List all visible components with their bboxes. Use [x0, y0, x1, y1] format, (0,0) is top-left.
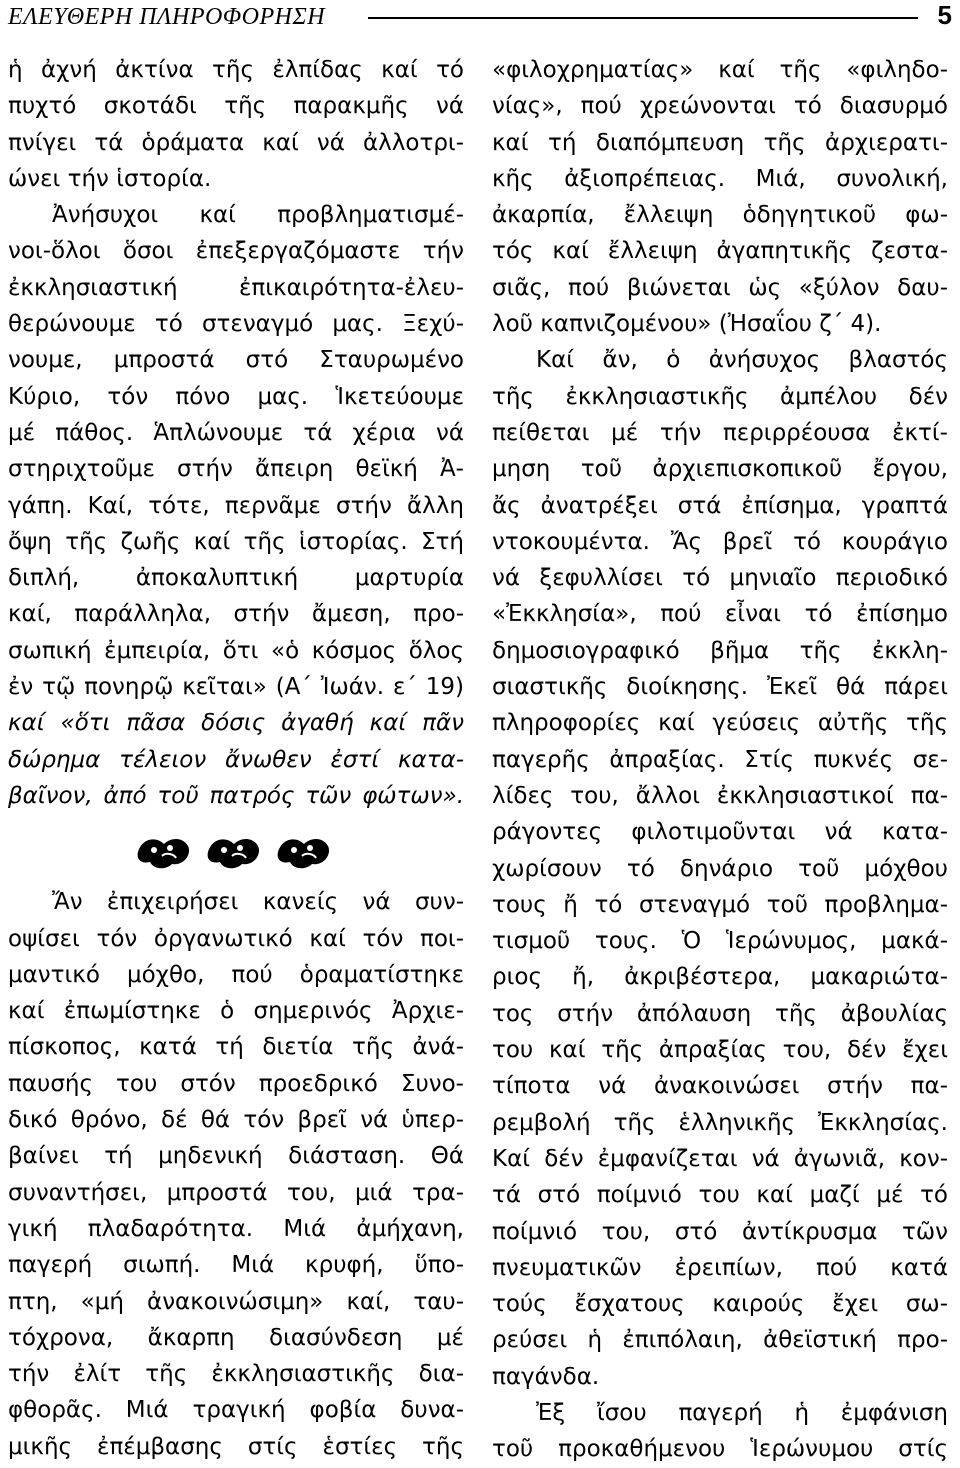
text-line: τος στήν ἀπόλαυση τῆς ἀβουλίας: [492, 1000, 948, 1027]
text-line: ὄψη τῆς ζωῆς καί τῆς ἱστορίας. Στή: [8, 528, 464, 555]
text-line: ἐν τῷ πονηρῷ κεῖται» (Α΄ Ἰωάν. ε΄ 19): [8, 674, 464, 701]
text-line: τούς ἔσχατους καιρούς ἔχει σω-: [492, 1291, 948, 1318]
text-line: τισμοῦ τους. Ὁ Ἱερώνυμος, μακά-: [492, 928, 948, 955]
text-line: θερώνουμε τό στεναγμό μας. Ξεχύ-: [8, 311, 464, 338]
text-line: καί τή διαπόμπευση τῆς ἀρχιερατι-: [492, 129, 948, 156]
text-line: καί, παράλληλα, στήν ἄμεση, προ-: [8, 601, 464, 628]
text-line: διπλή, ἀποκαλυπτική μαρτυρία: [8, 565, 464, 592]
text-line: φθορᾶς. Μιά τραγική φοβία δυνα-: [8, 1397, 464, 1424]
text-line: μέ πάθος. Ἁπλώνουμε τά χέρια νά: [8, 419, 464, 446]
text-line: σιαστικῆς διοίκησης. Ἐκεῖ θά πάρει: [492, 674, 948, 701]
text-line: γική πλαδαρότητα. Μιά ἀμήχανη,: [8, 1215, 464, 1242]
text-line: παγάνδα.: [492, 1363, 600, 1390]
text-line: Καί ἄν, ὁ ἀνήσυχος βλαστός: [536, 347, 948, 374]
text-line: μικῆς ἐπέμβασης στίς ἑστίες τῆς: [8, 1433, 464, 1460]
text-line: Ἀνήσυχοι καί προβληματισμέ-: [52, 202, 464, 229]
text-line: ποίμνιό του, στό ἀντίκρυσμα τῶν: [492, 1218, 948, 1245]
fleuron-icon: [131, 830, 341, 870]
text-line: ρεύσει ἡ ἐπιπόλαιη, ἀθεϊστική προ-: [492, 1327, 948, 1354]
text-line: Καί δέν ἐμφανίζεται νά ἀγωνιᾶ, κον-: [492, 1145, 948, 1172]
text-line: τόχρονα, ἄκαρπη διασύνδεση μέ: [8, 1324, 464, 1351]
text-line: ντοκουμέντα. Ἄς βρεῖ τό κουράγιο: [492, 528, 948, 555]
text-line: Κύριο, τόν πόνο μας. Ἱκετεύουμε: [8, 383, 464, 410]
text-line: τῆς ἐκκλησιαστικῆς ἀμπέλου δέν: [492, 383, 948, 410]
text-line: καί ἐπωμίστηκε ὁ σημερινός Ἀρχιε-: [8, 998, 464, 1025]
text-line: τοῦ προκαθήμενου Ἱερώνυμου στίς: [492, 1436, 948, 1463]
page-header: [0, 0, 960, 40]
text-line: τήν ἐλίτ τῆς ἐκκλησιαστικῆς δια-: [8, 1361, 464, 1388]
text-line: σωπική ἐμπειρία, ὅτι «ὁ κόσμος ὅλος: [8, 637, 464, 664]
right-column: [492, 52, 948, 1468]
text-line: πυχτό σκοτάδι τῆς παρακμῆς νά: [8, 93, 464, 120]
text-line: Ἄν ἐπιχειρήσει κανείς νά συν-: [52, 889, 464, 916]
text-line: ρεμβολή τῆς ἑλληνικῆς Ἐκκλησίας.: [492, 1109, 948, 1136]
text-line: πείθεται μέ τήν περιρρέουσα ἐκτί-: [492, 419, 948, 446]
text-line: νά ξεφυλλίσει τό μηνιαῖο περιοδικό: [492, 565, 948, 592]
text-line: του καί τῆς ἀπραξίας του, δέν ἔχει: [492, 1037, 948, 1064]
newspaper-title: ΕΛΕΥΘΕΡΗ ΠΛΗΡΟΦΟΡΗΣΗ: [8, 4, 326, 30]
text-line: τός καί ἔλλειψη ἀγαπητικῆς ζεστα-: [492, 238, 948, 265]
text-line: πληροφορίες καί γεύσεις αὐτῆς τῆς: [492, 710, 948, 737]
text-line: ἀκαρπία, ἔλλειψη ὁδηγητικοῦ φω-: [492, 202, 948, 229]
text-line: οψίσει τόν ὀργανωτικό καί τόν ποι-: [8, 925, 464, 952]
text-line: λίδες του, ἄλλοι ἐκκλησιαστικοί πα-: [492, 782, 948, 809]
text-line: παγερή σιωπή. Μιά κρυφή, ὕπο-: [8, 1252, 464, 1279]
section-ornament: [8, 814, 464, 884]
text-line: δώρημα τέλειον ἄνωθεν ἐστί κατα-: [8, 746, 464, 773]
text-line: μηση τοῦ ἀρχιεπισκοπικοῦ ἔργου,: [492, 456, 948, 483]
text-line: κῆς ἀξιοπρέπειας. Μιά, συνολική,: [492, 165, 948, 192]
text-line: ώνει τήν ἱστορία.: [8, 165, 212, 192]
text-line: πτη, «μή ἀνακοινώσιμη» καί, ταυ-: [8, 1288, 464, 1315]
text-line: νίας», πού χρεώνονται τό διασυρμό: [492, 93, 948, 120]
text-line: πίσκοπος, κατά τή διετία τῆς ἀνά-: [8, 1034, 464, 1061]
left-column: [8, 52, 464, 1465]
text-line: δικό θρόνο, δέ θά τόν βρεῖ νά ὑπερ-: [8, 1107, 464, 1134]
text-line: ἄς ἀνατρέξει στά ἐπίσημα, γραπτά: [492, 492, 948, 519]
text-line: χωρίσουν τό δηνάριο τοῦ μόχθου: [492, 855, 948, 882]
text-line: Ἐξ ἴσου παγερή ἡ ἐμφάνιση: [536, 1399, 948, 1426]
text-line: νουμε, μπροστά στό Σταυρωμένο: [8, 347, 464, 374]
text-line: λοῦ καπνιζομένου» (Ἠσαΐου ζ΄ 4).: [492, 311, 882, 338]
text-line: γάπη. Καί, τότε, περνᾶμε στήν ἄλλη: [8, 492, 464, 519]
text-line: ριος ἤ, ἀκριβέστερα, μακαριώτα-: [492, 964, 948, 991]
text-line: βαῖνον, ἀπό τοῦ πατρός τῶν φώτων».: [8, 782, 464, 809]
text-line: πνίγει τά ὁράματα καί νά ἀλλοτρι-: [8, 129, 464, 156]
text-line: «φιλοχρηματίας» καί τῆς «φιληδο-: [492, 57, 948, 83]
text-line: ράγοντες φιλοτιμοῦνται νά κατα-: [492, 819, 948, 846]
page-number: 5: [937, 0, 952, 30]
text-line: νοι-ὅλοι ὅσοι ἐπεξεργαζόμαστε τήν: [8, 238, 464, 265]
text-line: πνευματικῶν ἐρειπίων, πού κατά: [492, 1254, 948, 1281]
text-line: ἡ ἀχνή ἀκτίνα τῆς ἐλπίδας καί τό: [8, 57, 464, 83]
text-line: τίποτα νά ἀνακοινώσει στήν πα-: [492, 1073, 948, 1100]
text-line: ἐκκλησιαστική ἐπικαιρότητα-ἐλευ-: [8, 274, 464, 301]
text-line: τους ἤ τό στεναγμό τοῦ προβλημα-: [492, 891, 948, 918]
text-line: «Ἐκκλησία», πού εἶναι τό ἐπίσημο: [492, 601, 948, 628]
text-line: συναντήσει, μπροστά του, μιά τρα-: [8, 1179, 464, 1206]
text-line: βαίνει τή μηδενική διάσταση. Θά: [8, 1143, 464, 1170]
text-line: καί «ὅτι πᾶσα δόσις ἀγαθή καί πᾶν: [8, 710, 464, 737]
text-line: τά στό ποίμνιό του καί μαζί μέ τό: [492, 1182, 948, 1209]
text-line: δημοσιογραφικό βῆμα τῆς ἐκκλη-: [492, 637, 948, 664]
text-line: παυσής του στόν προεδρικό Συνο-: [8, 1070, 464, 1097]
text-line: σιᾶς, πού βιώνεται ὡς «ξύλον δαυ-: [492, 274, 948, 301]
header-rule: [368, 17, 918, 19]
text-line: παγερῆς ἀπραξίας. Στίς πυκνές σε-: [492, 746, 948, 773]
text-line: μαντικό μόχθο, πού ὁραματίστηκε: [8, 961, 464, 988]
text-line: στηριχτοῦμε στήν ἄπειρη θεϊκή Ἀ-: [8, 456, 464, 483]
